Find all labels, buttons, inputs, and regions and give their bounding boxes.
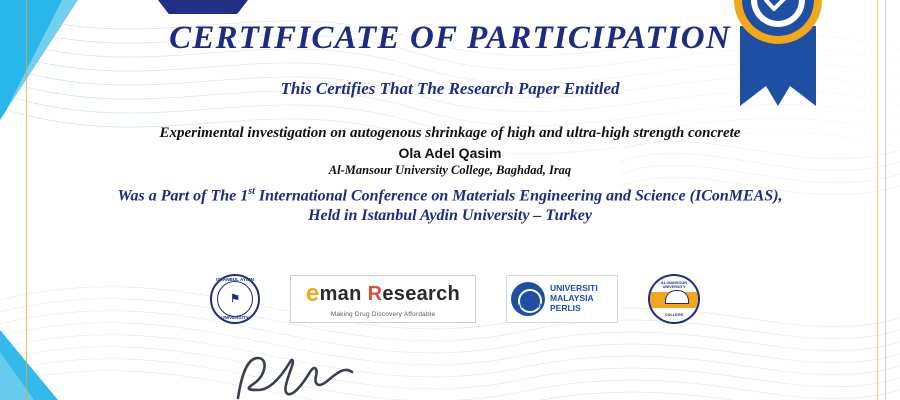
frame-line-left — [26, 0, 27, 400]
eman-letter-r: R — [367, 282, 383, 305]
paper-title: Experimental investigation on autogenous shrinkage of high and ultra-high strength concrete — [159, 125, 741, 141]
conference-line-2: Held in Istanbul Aydin University – Turkey — [308, 207, 592, 225]
conference-prefix: Was a Part of The 1 — [117, 187, 249, 205]
author-affiliation: Al-Mansour University College, Baghdad, Iraq — [328, 163, 572, 177]
eman-letter-e: e — [305, 280, 320, 307]
al-mansour-dome-icon — [665, 290, 689, 304]
eman-word-esearch: esearch — [382, 282, 461, 305]
conference-suffix: International Conference on Materials Engineering and Science (IConMEAS), — [254, 187, 783, 205]
unimap-line-1: UNIVERSITI — [550, 283, 598, 294]
unimap-name-block — [550, 284, 598, 313]
istanbul-aydin-top-text: ISTANBUL AYDIN — [216, 277, 254, 283]
frame-line-right — [877, 0, 878, 400]
eman-research-logo — [290, 273, 476, 325]
signature-mark — [232, 352, 402, 400]
certificate-body — [40, 0, 860, 225]
unimap-mark-icon — [511, 282, 545, 316]
unimap-mark-label: UniMAP — [513, 304, 543, 310]
conference-line-1 — [40, 186, 860, 205]
frame-line-right-inner — [885, 0, 886, 400]
certificate-subtitle: This Certifies That The Research Paper Entitled — [280, 79, 620, 98]
unimap-logo — [506, 273, 618, 325]
unimap-line-2: MALAYSIA — [550, 293, 594, 304]
al-mansour-bottom-text: COLLEGE — [664, 313, 684, 317]
istanbul-aydin-university-logo — [210, 273, 260, 325]
author-name: Ola Adel Qasim — [398, 145, 502, 161]
eman-tagline: Making Drug Discovery Affordable — [330, 311, 436, 318]
eman-word-man: man — [319, 282, 362, 305]
conference-ordinal-suffix: st — [248, 186, 255, 197]
unimap-line-3: PERLIS — [550, 302, 581, 313]
istanbul-aydin-emblem-icon: ⚑ — [217, 281, 253, 317]
eman-wordmark — [306, 280, 460, 308]
al-mansour-university-college-logo — [648, 273, 700, 325]
istanbul-aydin-bottom-text: UNIVERSITY — [221, 315, 249, 321]
logo-strip — [210, 272, 700, 326]
al-mansour-top-text: AL-MANSOUR UNIVERSITY — [661, 281, 687, 289]
page-title: CERTIFICATE OF PARTICIPATION — [169, 20, 731, 56]
